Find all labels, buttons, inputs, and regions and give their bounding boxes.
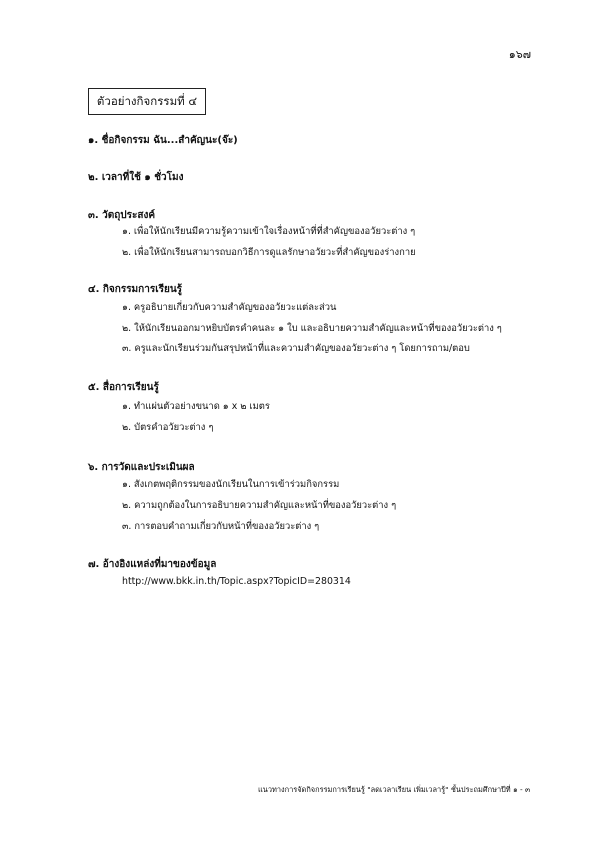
media-item: ๒. บัตรคำอวัยวะต่าง ๆ bbox=[122, 422, 214, 433]
section-heading-activity-name: ๑. ชื่อกิจกรรม ฉัน...สำคัญนะ(จ๊ะ) bbox=[88, 135, 238, 146]
section-heading-learning-activities: ๔. กิจกรรมการเรียนรู้ bbox=[88, 284, 183, 295]
section-heading-references: ๗. อ้างอิงแหล่งที่มาของข้อมูล bbox=[88, 559, 217, 570]
section-heading-evaluation: ๖. การวัดและประเมินผล bbox=[88, 462, 195, 473]
evaluation-item: ๓. การตอบคำถามเกี่ยวกับหน้าที่ของอวัยวะต่าง ๆ bbox=[122, 521, 320, 532]
activity-title-box: ตัวอย่างกิจกรรมที่ ๔ bbox=[88, 88, 206, 115]
page-footer: แนวทางการจัดกิจกรรมการเรียนรู้ "ลดเวลาเรียน เพิ่มเวลารู้" ชั้นประถมศึกษาปีที่ ๑ - ๓ bbox=[258, 785, 531, 794]
learning-activity-item: ๓. ครูและนักเรียนร่วมกันสรุปหน้าที่และความสำคัญของอวัยวะต่าง ๆ โดยการถาม/ตอบ bbox=[122, 343, 470, 354]
media-item: ๑. ทำแผ่นตัวอย่างขนาด ๑ x ๒ เมตร bbox=[122, 401, 270, 412]
objective-item: ๒. เพื่อให้นักเรียนสามารถบอกวิธีการดูแลรักษาอวัยวะที่สำคัญของร่างกาย bbox=[122, 247, 416, 258]
evaluation-item: ๒. ความถูกต้องในการอธิบายความสำคัญและหน้าที่ของอวัยวะต่าง ๆ bbox=[122, 500, 397, 511]
page-number: ๑๖๗ bbox=[508, 48, 531, 61]
reference-url: http://www.bkk.in.th/Topic.aspx?TopicID=280314 bbox=[122, 576, 351, 587]
objective-item: ๑. เพื่อให้นักเรียนมีความรู้ความเข้าใจเรื่องหน้าที่ที่สำคัญของอวัยวะต่าง ๆ bbox=[122, 226, 416, 237]
evaluation-item: ๑. สังเกตพฤติกรรมของนักเรียนในการเข้าร่วมกิจกรรม bbox=[122, 479, 340, 490]
section-heading-time: ๒. เวลาที่ใช้ ๑ ชั่วโมง bbox=[88, 172, 184, 183]
section-heading-media: ๕. สื่อการเรียนรู้ bbox=[88, 382, 159, 393]
learning-activity-item: ๒. ให้นักเรียนออกมาหยิบบัตรคำคนละ ๑ ใบ และอธิบายความสำคัญและหน้าที่ของอวัยวะต่าง ๆ bbox=[122, 323, 502, 334]
learning-activity-item: ๑. ครูอธิบายเกี่ยวกับความสำคัญของอวัยวะแต่ละส่วน bbox=[122, 302, 337, 313]
section-heading-objectives: ๓. วัตถุประสงค์ bbox=[88, 210, 156, 221]
